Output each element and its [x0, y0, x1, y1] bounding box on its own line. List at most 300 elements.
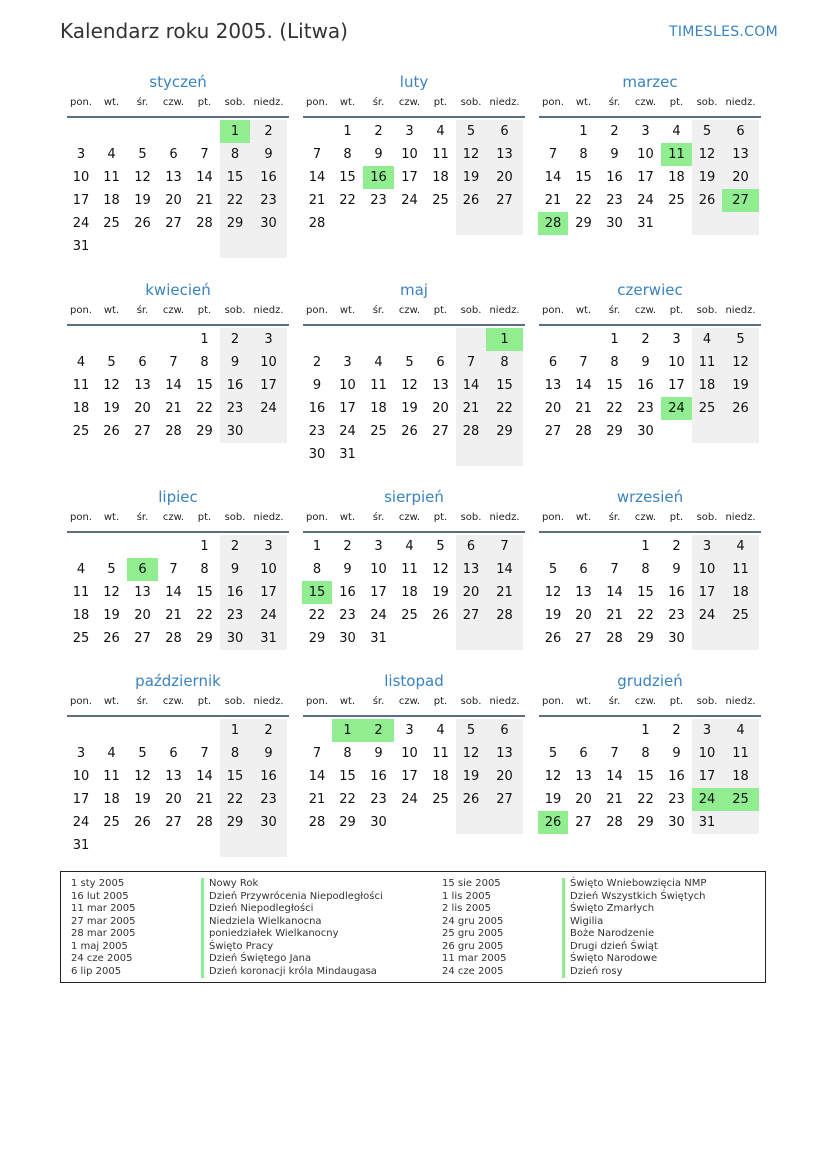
day-cell: 5 — [138, 147, 147, 162]
day-cell: 21 — [196, 193, 213, 208]
weekday-label: sob. — [460, 696, 482, 707]
day-cell: 27 — [432, 424, 449, 439]
day-cell: 10 — [339, 378, 356, 393]
weekday-label: niedz. — [725, 305, 756, 316]
day-cell-empty — [189, 834, 220, 857]
weekday-label: czw. — [162, 97, 185, 108]
month-name: maj — [400, 281, 428, 299]
day-cell: 7 — [610, 746, 619, 761]
day-cell: 26 — [432, 608, 449, 623]
day-cell: 4 — [107, 746, 116, 761]
day-cell: 15 — [196, 378, 213, 393]
day-cell-empty — [568, 328, 599, 351]
day-cell: 26 — [103, 631, 120, 646]
day-cell-empty — [394, 212, 425, 235]
day-cell: 7 — [200, 746, 209, 761]
day-cell: 6 — [456, 535, 486, 558]
holiday-date: 25 gru 2005 — [442, 928, 504, 939]
day-cell: 16 — [339, 585, 356, 600]
day-cell: 10 — [668, 355, 685, 370]
day-cell-empty — [538, 120, 568, 143]
day-cell-empty — [158, 834, 189, 857]
day-cell: 30 — [250, 811, 287, 834]
day-cell: 27 — [575, 631, 592, 646]
day-cell: 30 — [220, 420, 250, 443]
day-cell: 12 — [722, 351, 759, 374]
holiday-date: 24 gru 2005 — [442, 915, 504, 927]
day-cell: 3 — [374, 539, 383, 554]
day-cell-empty — [96, 719, 127, 742]
day-cell: 19 — [103, 401, 120, 416]
month-rule — [67, 116, 289, 118]
weekday-label: czw. — [634, 305, 657, 316]
holiday-date: 28 mar 2005 — [71, 928, 136, 939]
weekday-label: pt. — [197, 97, 212, 108]
day-cell: 16 — [220, 581, 250, 604]
weekday-label: śr. — [136, 512, 149, 523]
weekday-label: śr. — [136, 696, 149, 707]
day-cell: 27 — [722, 189, 759, 212]
day-cell-empty — [722, 420, 759, 443]
day-cell: 15 — [220, 765, 250, 788]
day-cell: 8 — [579, 147, 588, 162]
day-cell: 2 — [220, 328, 250, 351]
day-cell: 16 — [637, 378, 654, 393]
day-cell: 20 — [575, 792, 592, 807]
day-cell: 26 — [538, 811, 568, 834]
day-cell: 5 — [548, 746, 558, 761]
day-cell-empty — [158, 535, 189, 558]
day-cell: 14 — [196, 170, 213, 185]
weekday-label: pon. — [70, 696, 92, 707]
day-cell: 21 — [606, 792, 623, 807]
day-cell-empty — [363, 328, 394, 351]
day-cell: 4 — [436, 723, 445, 738]
day-cell: 13 — [486, 143, 523, 166]
day-cell-empty — [599, 719, 630, 742]
brand-logo-link[interactable]: TIMESLES.COM — [669, 24, 778, 40]
weekday-label: wt. — [103, 97, 120, 108]
weekday-label: sob. — [224, 97, 246, 108]
month-name: grudzień — [617, 672, 683, 690]
day-cell: 16 — [606, 170, 623, 185]
day-cell-empty — [538, 535, 568, 558]
day-cell: 16 — [668, 769, 685, 784]
day-cell: 4 — [692, 328, 722, 351]
day-cell: 30 — [220, 627, 250, 650]
weekday-label: czw. — [634, 696, 657, 707]
day-cell: 3 — [672, 332, 681, 347]
weekday-label: czw. — [634, 512, 657, 523]
day-cell: 26 — [103, 424, 120, 439]
day-cell: 29 — [220, 212, 250, 235]
day-cell: 23 — [339, 608, 356, 623]
weekday-label: czw. — [162, 305, 185, 316]
holiday-name: Dzień Świętego Jana — [201, 953, 383, 966]
day-cell: 6 — [722, 120, 759, 143]
weekday-label: niedz. — [253, 305, 284, 316]
day-cell: 6 — [579, 746, 588, 761]
weekday-label: śr. — [372, 97, 385, 108]
day-cell: 15 — [637, 585, 654, 600]
day-cell: 19 — [544, 792, 562, 807]
holiday-date: 6 lip 2005 — [71, 965, 122, 977]
day-grid — [302, 120, 525, 235]
day-cell-empty — [661, 420, 692, 443]
day-cell: 18 — [432, 769, 449, 784]
day-cell: 18 — [370, 401, 387, 416]
day-cell-empty — [158, 235, 189, 258]
holiday-date: 24 cze 2005 — [442, 965, 504, 977]
holiday-name: Dzień rosy — [562, 966, 706, 979]
day-cell-empty — [158, 719, 189, 742]
weekday-label: pon. — [306, 97, 328, 108]
month-9 — [539, 488, 761, 650]
month-rule — [67, 531, 289, 533]
month-1 — [67, 73, 289, 258]
holiday-name: Wigilia — [562, 916, 706, 929]
day-cell: 6 — [579, 562, 588, 577]
day-cell: 5 — [107, 355, 116, 370]
day-cell: 19 — [456, 166, 486, 189]
day-cell: 31 — [692, 811, 722, 834]
day-cell: 17 — [250, 581, 287, 604]
day-cell: 29 — [308, 631, 326, 646]
day-cell: 1 — [200, 332, 209, 347]
weekday-label: sob. — [224, 512, 246, 523]
day-cell: 8 — [486, 351, 523, 374]
day-cell: 23 — [637, 401, 654, 416]
weekday-label: śr. — [608, 696, 621, 707]
weekday-header — [302, 512, 525, 529]
day-cell: 11 — [661, 143, 692, 166]
holiday-names-right — [562, 878, 706, 978]
day-cell-empty — [394, 443, 425, 466]
day-cell: 22 — [220, 189, 250, 212]
weekday-label: śr. — [136, 97, 149, 108]
month-5 — [303, 281, 525, 466]
month-rule — [303, 324, 525, 326]
weekday-label: niedz. — [489, 512, 520, 523]
day-cell: 23 — [250, 788, 287, 811]
day-cell: 24 — [401, 193, 418, 208]
day-cell: 5 — [456, 120, 486, 143]
day-cell: 4 — [672, 124, 681, 139]
day-cell: 14 — [606, 769, 623, 784]
day-cell: 22 — [196, 401, 213, 416]
weekday-label: niedz. — [725, 97, 756, 108]
month-rule — [67, 324, 289, 326]
day-cell-empty — [363, 212, 394, 235]
day-cell: 14 — [486, 558, 523, 581]
weekday-label: pt. — [433, 696, 448, 707]
day-cell-empty — [189, 120, 220, 143]
day-cell: 28 — [456, 420, 486, 443]
weekday-label: wt. — [339, 97, 356, 108]
day-cell: 31 — [339, 447, 356, 462]
day-cell: 25 — [668, 193, 685, 208]
day-cell: 5 — [692, 120, 722, 143]
day-cell: 16 — [220, 374, 250, 397]
weekday-label: pt. — [197, 696, 212, 707]
day-cell: 15 — [486, 374, 523, 397]
day-cell: 6 — [486, 120, 523, 143]
day-cell: 15 — [220, 166, 250, 189]
day-cell: 23 — [668, 792, 685, 807]
holiday-date: 11 mar 2005 — [442, 953, 507, 964]
day-cell: 5 — [138, 746, 147, 761]
day-cell: 27 — [486, 788, 523, 811]
day-cell: 1 — [610, 332, 619, 347]
day-cell: 2 — [672, 723, 681, 738]
day-grid — [66, 719, 289, 857]
day-cell-empty — [538, 719, 568, 742]
holiday-date: 26 gru 2005 — [442, 940, 504, 952]
day-cell: 14 — [308, 769, 326, 784]
month-name: wrzesień — [616, 488, 684, 506]
month-name: kwiecień — [145, 281, 211, 299]
weekday-label: sob. — [696, 696, 718, 707]
day-cell: 21 — [196, 792, 213, 807]
weekday-label: wt. — [339, 696, 356, 707]
day-cell: 18 — [432, 170, 449, 185]
day-cell: 20 — [432, 401, 449, 416]
day-cell: 1 — [641, 539, 650, 554]
day-cell: 17 — [339, 401, 356, 416]
day-cell: 11 — [722, 742, 759, 765]
day-cell: 27 — [544, 424, 562, 439]
weekday-header — [302, 305, 525, 322]
weekday-label: pon. — [70, 97, 92, 108]
day-cell: 25 — [432, 193, 449, 208]
day-cell: 23 — [220, 397, 250, 420]
day-cell: 25 — [692, 397, 722, 420]
day-cell-empty — [302, 719, 332, 742]
day-cell: 1 — [332, 719, 363, 742]
day-cell: 18 — [72, 401, 90, 416]
month-3 — [539, 73, 761, 235]
weekday-label: czw. — [398, 512, 421, 523]
day-cell: 3 — [641, 124, 650, 139]
day-cell: 3 — [76, 746, 86, 761]
day-cell-empty — [220, 235, 250, 258]
day-cell: 12 — [103, 378, 120, 393]
day-grid — [538, 535, 761, 650]
day-cell-empty — [456, 443, 486, 466]
day-cell: 23 — [220, 604, 250, 627]
weekday-label: czw. — [162, 512, 185, 523]
day-cell: 12 — [544, 769, 562, 784]
day-cell-empty — [66, 328, 96, 351]
day-cell: 8 — [312, 562, 322, 577]
weekday-label: sob. — [460, 305, 482, 316]
weekday-label: śr. — [136, 305, 149, 316]
day-cell: 16 — [668, 585, 685, 600]
day-cell: 11 — [432, 147, 449, 162]
day-cell: 30 — [668, 815, 685, 830]
weekday-label: pt. — [433, 305, 448, 316]
day-cell: 21 — [308, 193, 326, 208]
weekday-label: niedz. — [253, 97, 284, 108]
weekday-label: śr. — [608, 97, 621, 108]
weekday-label: pt. — [669, 97, 684, 108]
day-cell: 30 — [250, 212, 287, 235]
month-rule — [303, 715, 525, 717]
holiday-date: 24 cze 2005 — [71, 953, 133, 964]
month-2 — [303, 73, 525, 235]
weekday-header — [66, 512, 289, 529]
weekday-label: sob. — [224, 305, 246, 316]
day-cell-empty — [486, 811, 523, 834]
day-cell-empty — [722, 212, 759, 235]
day-cell-empty — [692, 627, 722, 650]
day-cell: 28 — [165, 631, 182, 646]
day-cell-empty — [250, 235, 287, 258]
day-cell: 2 — [363, 719, 394, 742]
day-cell: 27 — [134, 424, 151, 439]
day-cell: 18 — [692, 374, 722, 397]
day-cell: 21 — [486, 581, 523, 604]
day-cell: 3 — [343, 355, 352, 370]
day-cell: 5 — [436, 539, 445, 554]
day-cell: 29 — [339, 815, 356, 830]
day-cell: 26 — [456, 788, 486, 811]
weekday-label: czw. — [398, 97, 421, 108]
day-cell: 12 — [134, 170, 151, 185]
day-cell: 22 — [196, 608, 213, 623]
day-cell: 30 — [370, 815, 387, 830]
day-cell: 4 — [436, 124, 445, 139]
day-cell: 16 — [370, 769, 387, 784]
day-cell: 16 — [308, 401, 326, 416]
day-cell: 9 — [641, 355, 650, 370]
day-cell: 5 — [456, 719, 486, 742]
day-cell: 7 — [312, 746, 322, 761]
day-cell: 3 — [405, 124, 414, 139]
day-cell: 4 — [722, 719, 759, 742]
day-cell: 25 — [370, 424, 387, 439]
weekday-label: wt. — [103, 512, 120, 523]
day-cell: 27 — [165, 815, 182, 830]
day-cell: 17 — [250, 374, 287, 397]
day-cell: 18 — [103, 792, 120, 807]
day-cell-empty — [722, 627, 759, 650]
weekday-label: niedz. — [725, 696, 756, 707]
weekday-label: wt. — [339, 512, 356, 523]
day-cell: 13 — [134, 585, 151, 600]
holiday-name: Dzień Wszystkich Świętych — [562, 891, 706, 904]
holiday-date: 1 sty 2005 — [71, 878, 125, 889]
month-rule — [539, 715, 761, 717]
weekday-label: śr. — [372, 305, 385, 316]
day-cell: 1 — [200, 539, 209, 554]
day-grid — [66, 328, 289, 443]
day-cell: 6 — [169, 147, 178, 162]
holiday-list — [60, 871, 766, 983]
day-cell-empty — [127, 834, 158, 857]
weekday-label: pon. — [542, 696, 564, 707]
day-cell: 13 — [722, 143, 759, 166]
day-cell: 8 — [610, 355, 619, 370]
day-cell: 4 — [76, 355, 86, 370]
day-cell: 7 — [579, 355, 588, 370]
day-cell: 30 — [668, 631, 685, 646]
holiday-name: Boże Narodzenie — [562, 928, 706, 941]
day-cell: 8 — [200, 355, 209, 370]
day-cell-empty — [127, 719, 158, 742]
day-cell-empty — [96, 235, 127, 258]
day-grid — [66, 120, 289, 258]
day-cell: 15 — [302, 581, 332, 604]
day-cell: 27 — [165, 216, 182, 231]
day-cell: 24 — [692, 788, 722, 811]
weekday-label: sob. — [696, 97, 718, 108]
day-grid — [538, 120, 761, 235]
day-cell: 25 — [722, 604, 759, 627]
weekday-label: czw. — [634, 97, 657, 108]
month-11 — [303, 672, 525, 834]
day-cell-empty — [96, 535, 127, 558]
day-cell: 12 — [692, 143, 722, 166]
weekday-label: sob. — [696, 512, 718, 523]
day-cell: 28 — [308, 216, 326, 231]
day-cell: 28 — [196, 216, 213, 231]
weekday-label: sob. — [460, 512, 482, 523]
day-cell: 30 — [606, 216, 623, 231]
month-name: listopad — [384, 672, 444, 690]
weekday-label: pt. — [669, 696, 684, 707]
day-grid — [538, 328, 761, 443]
day-cell: 3 — [76, 147, 86, 162]
day-cell: 17 — [692, 765, 722, 788]
day-cell: 19 — [432, 585, 449, 600]
day-cell: 6 — [486, 719, 523, 742]
day-cell: 19 — [103, 608, 120, 623]
weekday-label: pt. — [197, 305, 212, 316]
day-cell: 5 — [107, 562, 116, 577]
day-cell: 4 — [405, 539, 414, 554]
day-cell: 27 — [486, 189, 523, 212]
day-cell: 29 — [486, 420, 523, 443]
day-cell: 10 — [637, 147, 654, 162]
day-cell: 7 — [200, 147, 209, 162]
day-cell: 29 — [637, 631, 654, 646]
day-cell-empty — [158, 328, 189, 351]
day-cell: 17 — [401, 170, 418, 185]
day-cell: 14 — [544, 170, 562, 185]
day-cell: 4 — [107, 147, 116, 162]
day-cell: 22 — [575, 193, 592, 208]
weekday-label: śr. — [372, 512, 385, 523]
day-cell: 19 — [722, 374, 759, 397]
day-cell-empty — [568, 719, 599, 742]
weekday-label: pt. — [197, 512, 212, 523]
day-cell: 9 — [672, 746, 681, 761]
day-cell: 24 — [339, 424, 356, 439]
day-cell-empty — [158, 120, 189, 143]
day-cell-empty — [189, 719, 220, 742]
weekday-label: sob. — [460, 97, 482, 108]
day-cell: 7 — [548, 147, 558, 162]
holiday-name: Niedziela Wielkanocna — [201, 916, 383, 929]
day-cell: 25 — [722, 788, 759, 811]
day-cell: 22 — [220, 788, 250, 811]
day-cell: 1 — [312, 539, 322, 554]
day-cell: 27 — [134, 631, 151, 646]
day-cell: 28 — [196, 815, 213, 830]
month-name: styczeń — [149, 73, 207, 91]
day-cell: 17 — [668, 378, 685, 393]
